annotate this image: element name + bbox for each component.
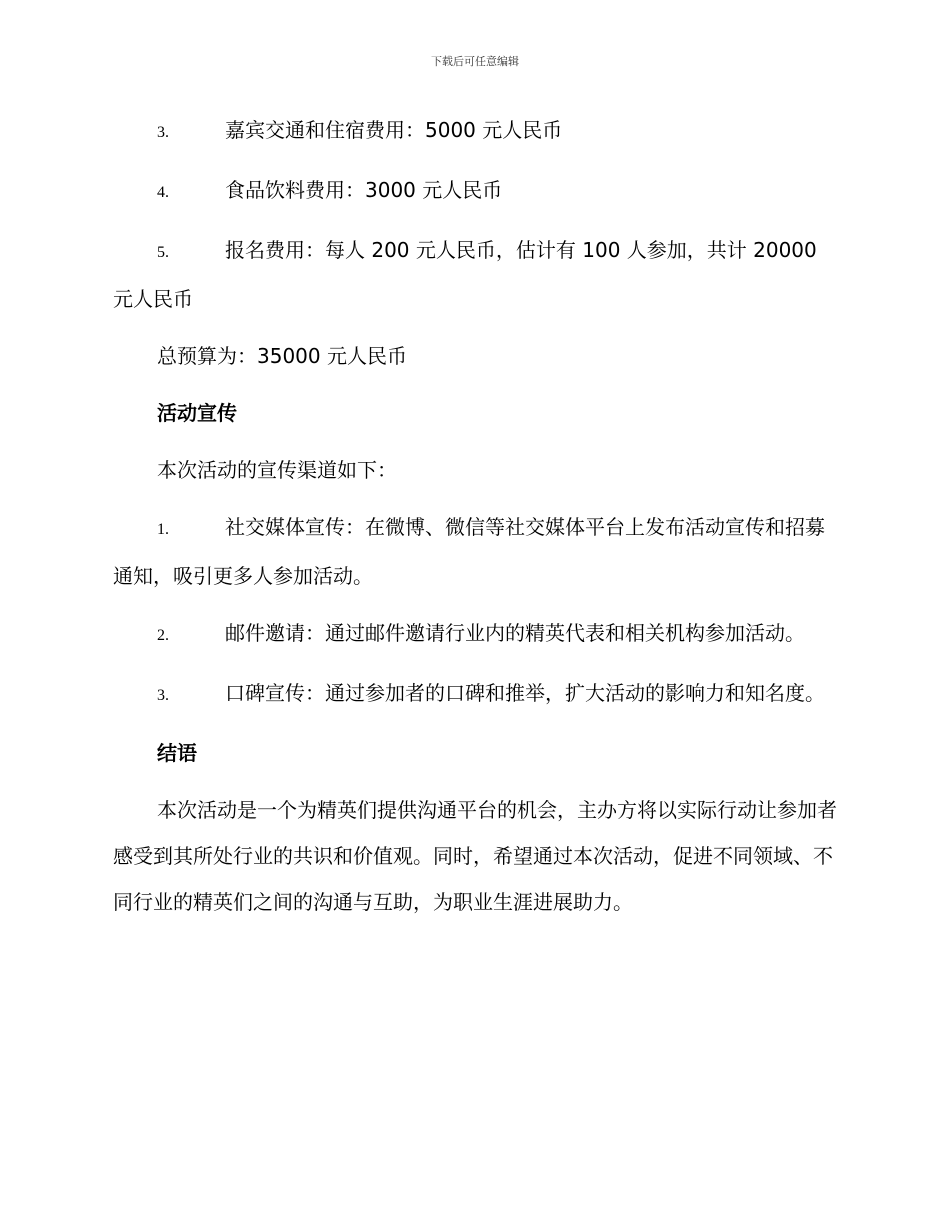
section-heading-promotion: 活动宣传 xyxy=(157,401,237,425)
header-note: 下载后可任意编辑 xyxy=(431,55,519,68)
conclusion-body: 本次活动是一个为精英们提供沟通平台的机会，主办方将以实际行动让参加者感受到其所处行业的共识和价值观。同时，希望通过本次活动，促进不同领域、不同行业的精英们之间的沟通与互助，为职业生涯进展助力。 xyxy=(113,798,837,914)
budget-total: 总预算为：35000 元人民币 xyxy=(157,344,407,368)
list-text: 口碑宣传：通过参加者的口碑和推举，扩大活动的影响力和知名度。 xyxy=(225,681,825,705)
list-text: 邮件邀请：通过邮件邀请行业内的精英代表和相关机构参加活动。 xyxy=(225,621,805,645)
list-number: 5. xyxy=(157,244,169,261)
list-number: 2. xyxy=(157,627,169,644)
list-number: 4. xyxy=(157,184,169,201)
list-text: 报名费用：每人 200 元人民币，估计有 100 人参加，共计 20000 元人民币 xyxy=(113,238,817,311)
promotion-item-2 xyxy=(113,610,838,659)
budget-item-4 xyxy=(113,167,838,216)
list-text: 食品饮料费用：3000 元人民币 xyxy=(225,178,503,202)
promotion-item-3 xyxy=(113,670,838,719)
document-body xyxy=(113,107,838,936)
section-heading-conclusion: 结语 xyxy=(157,741,197,765)
list-text: 社交媒体宣传：在微博、微信等社交媒体平台上发布活动宣传和招募通知，吸引更多人参加活动。 xyxy=(113,515,825,588)
list-number: 1. xyxy=(157,521,169,538)
budget-item-5 xyxy=(113,227,838,322)
list-number: 3. xyxy=(157,687,169,704)
promotion-intro: 本次活动的宣传渠道如下： xyxy=(157,458,397,482)
promotion-item-1 xyxy=(113,504,838,599)
list-number: 3. xyxy=(157,124,169,141)
list-text: 嘉宾交通和住宿费用：5000 元人民币 xyxy=(225,118,563,142)
budget-item-3 xyxy=(113,107,838,156)
